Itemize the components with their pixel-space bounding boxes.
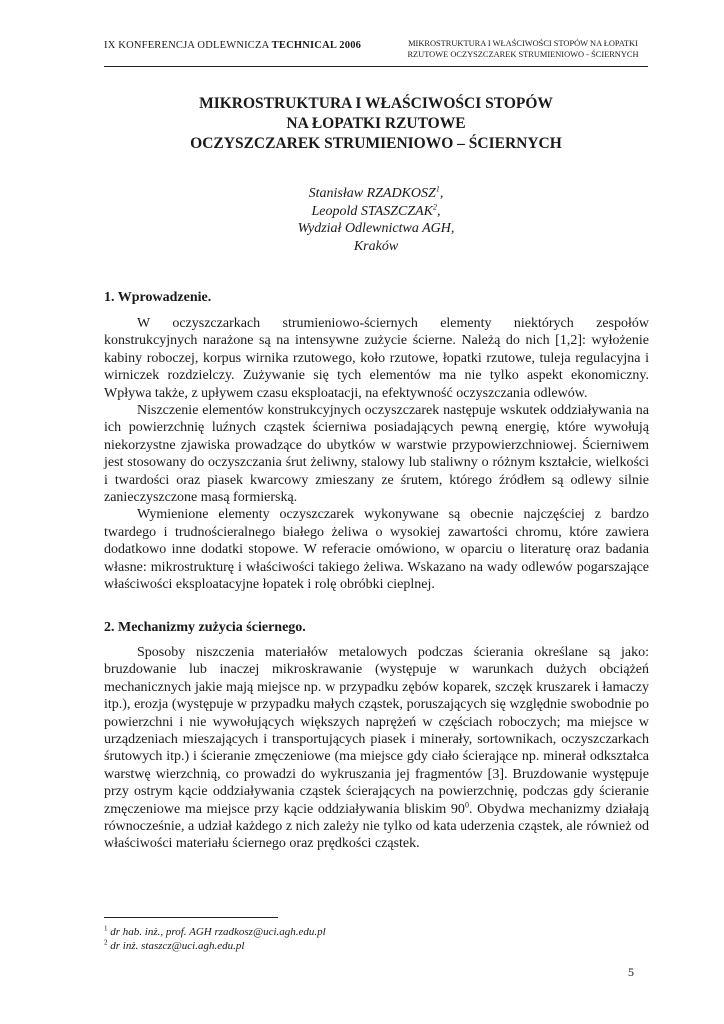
- author-1-footnote-mark: 1: [435, 184, 440, 194]
- footnote-1: [104, 925, 326, 939]
- section-2-text-a: Sposoby niszczenia materiałów metalowych podczas ścierania określane są jako: bruzdowanie lub inaczej mikroskrawanie (występuje w warunkach dużych obciążeń mechanicznych jakie mają miejsce np. w przypadku zębów koparek, szczęk kruszarek i łamaczy itp.), erozja (występuje w przypadku małych cząstek, poruszających się względnie swobodnie po powierzchni i nie wywołujących większych naprężeń w częściach roboczych; ma miejsce w urządzeniach mieszających i transportujących piasek i minerały, sortownikach, oczyszczarkach śrutowych itp.) i ścieranie zmęczeniowe (ma miejsce gdy ciało ścierające np. minerał odkształca warstwę wierzchnią, co prowadzi do wykruszania jej fragmentów [3]. Bruzdowanie występuje przy ostrym kącie oddziaływania cząstek ścierających na powierzchnię, podczas gdy ścieranie zmęczeniowe ma miejsce przy kącie oddziaływania bliskim 90: [104, 645, 649, 817]
- author-2-name: Leopold STASZCZAK: [311, 203, 433, 219]
- section-2-paragraph-1: [104, 644, 649, 853]
- city: Kraków: [353, 238, 399, 254]
- conference-name: IX KONFERENCJA ODLEWNICZA: [104, 40, 272, 51]
- page-number: 5: [628, 965, 634, 979]
- affiliation: Wydział Odlewnictwa AGH,: [297, 221, 455, 236]
- author-2-comma: ,: [437, 203, 441, 219]
- section-1-paragraph-3: Wymienione elementy oczyszczarek wykonywane są obecnie najczęściej z bardzo twardego i trudnościeralnego białego żeliwa o wysokiej zawartości chromu, które zawiera dodatkowo inne dodatki stopowe. W referacie omówiono, w oparciu o literaturę oraz badania własne: mikrostrukturę i właściwości takiego żeliwa. Wskazano na wady odlewów pogarszające właściwości eksploatacyjne łopatek i rolę obróbki cieplnej.: [104, 507, 649, 593]
- section-2-body: [104, 644, 649, 853]
- footnote-rule: [104, 917, 278, 918]
- author-2: [104, 203, 648, 221]
- title-line-1: MIKROSTRUKTURA I WŁAŚCIWOŚCI STOPÓW: [199, 95, 553, 112]
- section-1-heading: 1. Wprowadzenie.: [104, 290, 212, 305]
- title-line-2: NA ŁOPATKI RZUTOWE: [286, 115, 466, 132]
- section-2-text-b: . Obydwa mechanizmy działają równocześnie, a udział każdego z nich zależy nie tylko od kata uderzenia cząstek, ale również od właściwości materiału ściernego oraz prędkości cząstek.: [104, 801, 649, 852]
- author-1: [104, 185, 648, 203]
- running-header-line-1: MIKROSTRUKTURA I WŁAŚCIWOŚCI STOPÓW NA ŁOPATKI: [408, 39, 638, 48]
- header-rule: [104, 66, 648, 67]
- title-line-3: OCZYSZCZAREK STRUMIENIOWO – ŚCIERNYCH: [190, 135, 562, 152]
- footnote-2-text: dr inż. staszcz@uci.agh.edu.pl: [107, 940, 245, 952]
- paper-title: [104, 94, 648, 154]
- section-1-paragraph-2: Niszczenie elementów konstrukcyjnych oczyszczarek następuje wskutek oddziaływania na ich powierzchnię luźnych cząstek ścierniwa posiadających pewną energię, które wywołują niekorzystne zjawiska prowadzące do ubytków w warstwie przypowierzchniowej. Ścierniwem jest stosowany do oczyszczania śrut żeliwny, stalowy lub staliwny o różnym kształcie, wielkości i twardości oraz piasek kwarcowy zmieszany ze śrutem, którego źródłem są odlewy silnie zanieczyszczone masą formierską.: [104, 403, 649, 506]
- author-1-name: Stanisław RZADKOSZ: [308, 186, 436, 201]
- degree-superscript: 0: [464, 800, 469, 809]
- running-header-line-2: RZUTOWE OCZYSZCZAREK STRUMIENIOWO - ŚCIERNYCH: [407, 50, 639, 59]
- author-block: [104, 185, 648, 255]
- author-2-footnote-mark: 2: [433, 201, 437, 211]
- footnote-1-mark: 1: [104, 924, 108, 933]
- footnote-2: [104, 939, 326, 953]
- running-header-right: [388, 38, 658, 60]
- running-header-left: [104, 40, 361, 51]
- section-2-heading: 2. Mechanizmy zużycia ściernego.: [104, 620, 306, 635]
- section-1-body: [104, 315, 649, 594]
- author-1-comma: ,: [439, 186, 444, 201]
- footnote-2-mark: 2: [104, 938, 108, 947]
- footnotes: [104, 925, 326, 953]
- conference-edition: TECHNICAL 2006: [271, 40, 362, 51]
- section-1-paragraph-1: W oczyszczarkach strumieniowo-ściernych elementy niektórych zespołów konstrukcyjnych narażone są na intensywne zużycie ścierne. Należą do nich [1,2]: wyłożenie kabiny roboczej, korpus wirnika rzutowego, koło rzutowe, łopatki rzutowe, tuleja regulacyjna i wirniczek rozdzielczy. Zużywanie się tych elementów ma nie tylko aspekt ekonomiczny. Wpływa także, z upływem czasu eksploatacji, na efektywność oczyszczania odlewów.: [104, 316, 649, 401]
- footnote-1-text: dr hab. inż., prof. AGH rzadkosz@uci.agh.edu.pl: [107, 926, 326, 938]
